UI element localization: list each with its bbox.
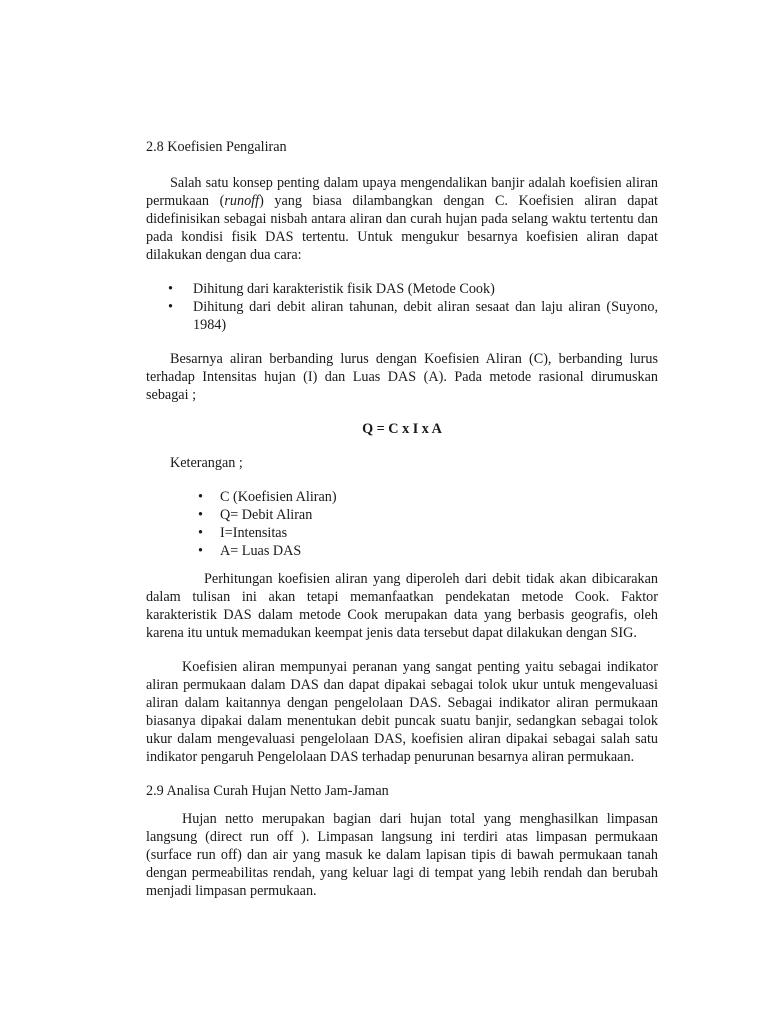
list-item: • C (Koefisien Aliran) [146, 488, 658, 506]
intro-text-italic: runoff [224, 193, 260, 209]
paragraph-rasional: Besarnya aliran berbanding lurus dengan Koefisien Aliran (C), berbanding lurus terhadap Intensitas hujan (I) dan Luas DAS (A). Pada metode rasional dirumuskan sebagai ; [146, 351, 658, 403]
list-item: • A= Luas DAS [146, 542, 658, 560]
document-page [146, 138, 658, 900]
list-item: • I=Intensitas [146, 524, 658, 542]
list-item: • Dihitung dari karakteristik fisik DAS (Metode Cook) [146, 280, 658, 298]
paragraph-hujan-netto: Hujan netto merupakan bagian dari hujan total yang menghasilkan limpasan langsung (direct run off ). Limpasan langsung ini terdiri atas limpasan permukaan (surface run off) dan air yang masuk ke dalam lapisan tipis di bawah permukaan tanah dengan permeabilitas rendah, yang keluar lagi di tempat yang lebih rendah dan berubah menjadi limpasan permukaan. [146, 811, 658, 899]
intro-text-part2: ) yang biasa dilambangkan dengan C. Koefisien aliran dapat didefinisikan sebagai nisbah antara aliran dan curah hujan pada selang waktu tertentu dan pada kondisi fisik DAS tertentu. Untuk mengukur besarnya koefisien aliran dapat dilakukan dengan dua cara: [146, 193, 658, 263]
paragraph-koefisien-intro [146, 174, 658, 264]
keterangan-label: Keterangan ; [170, 455, 243, 471]
section-heading-2-8: 2.8 Koefisien Pengaliran [146, 139, 287, 155]
method-list [146, 280, 658, 334]
paragraph-peranan: Koefisien aliran mempunyai peranan yang sangat penting yaitu sebagai indikator aliran permukaan dalam DAS dan dapat dipakai sebagai tolok ukur untuk mengevaluasi aliran dalam kaitannya dengan pengelolaan DAS. Sebagai indikator aliran permukaan biasanya dipakai dalam menentukan debit puncak suatu banjir, sedangkan sebagai tolok ukur dalam mengevaluasi pengelolaan DAS, koefisien aliran dipakai sebagai salah satu indikator pengaruh Pengelolaan DAS terhadap penurunan besarnya aliran permukaan. [146, 659, 658, 765]
paragraph-perhitungan: Perhitungan koefisien aliran yang diperoleh dari debit tidak akan dibicarakan dalam tulisan ini akan tetapi memanfaatkan pendekatan metode Cook. Faktor karakteristik DAS dalam metode Cook merupakan data yang berbasis geografis, oleh karena itu untuk memadukan keempat jenis data tersebut dapat dilakukan dengan SIG. [146, 571, 658, 641]
keterangan-list [146, 488, 658, 560]
formula: Q = C x I x A [362, 421, 442, 437]
intro-text-part1: Salah satu konsep penting dalam upaya mengendalikan banjir adalah koefisien aliran permukaan ( [146, 175, 658, 209]
list-item: • Q= Debit Aliran [146, 506, 658, 524]
section-heading-2-9: 2.9 Analisa Curah Hujan Netto Jam-Jaman [146, 783, 389, 799]
list-item: • Dihitung dari debit aliran tahunan, debit aliran sesaat dan laju aliran (Suyono, 1984) [146, 298, 658, 334]
